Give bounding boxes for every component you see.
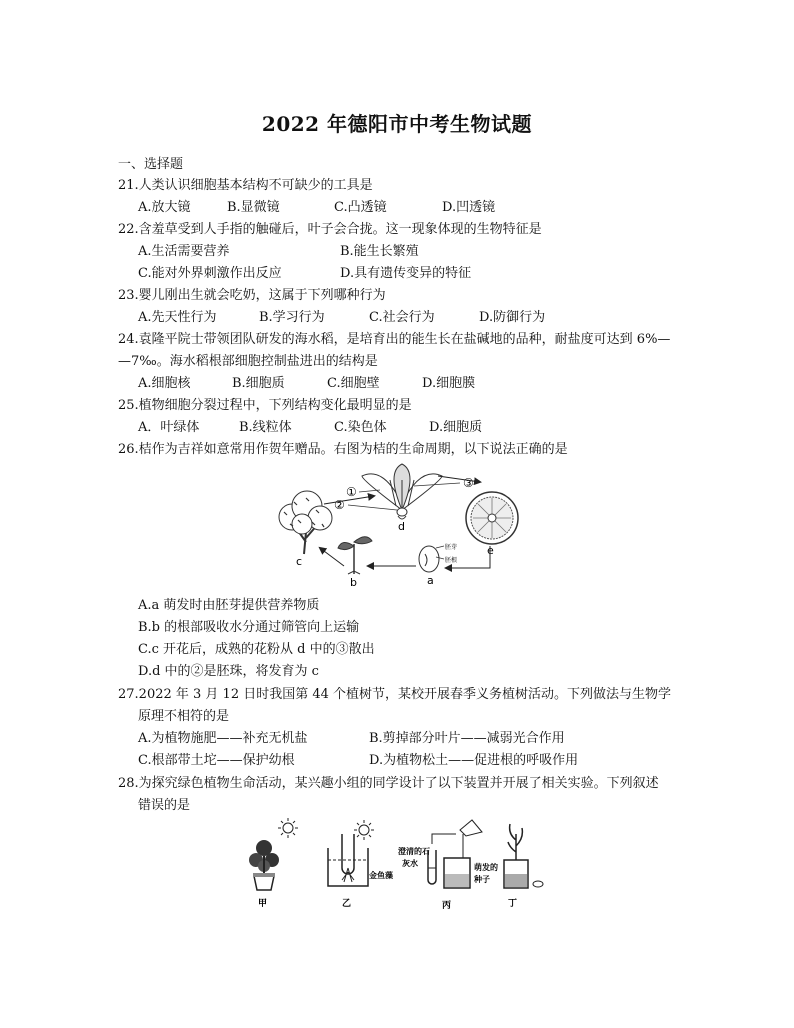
experiment-apparatus-figure — [242, 816, 548, 916]
q27-option-c: C.根部带土坨——保护幼根 — [138, 753, 295, 768]
label-pei-gen: 胚根 — [445, 557, 458, 564]
beaker-illustration — [328, 834, 368, 886]
label-c: c — [296, 555, 303, 568]
question-28-stem-line2: 错误的是 — [138, 798, 191, 813]
q25-option-c: C.染色体 — [334, 420, 387, 435]
orange-life-cycle-figure — [262, 462, 542, 592]
question-24-stem-line1: 24.袁隆平院士带领团队研发的海水稻，是培育出的能生长在盐碱地的品种，耐盐度可达到 6%— — [118, 332, 671, 347]
question-27-stem-line1: 27.2022 年 3 月 12 日时我国第 44 个植树节，某校开展春季义务植树活动。下列做法与生物学 — [118, 687, 672, 702]
question-28-stem-line1: 28.为探究绿色植物生命活动，某兴趣小组的同学设计了以下装置并开展了相关实验。下列叙述 — [118, 776, 659, 791]
label-pei-ya: 胚芽 — [445, 544, 458, 551]
q26-option-a: A.a 萌发时由胚芽提供营养物质 — [138, 598, 320, 613]
label-jia: 甲 — [258, 899, 268, 909]
q23-option-d: D.防御行为 — [479, 310, 546, 325]
question-25-stem: 25.植物细胞分裂过程中，下列结构变化最明显的是 — [118, 398, 412, 413]
q22-option-a: A.生活需要营养 — [138, 244, 230, 259]
page-title: 2022 年德阳市中考生物试题 — [261, 112, 533, 136]
label-jin-yu-zao: 金鱼藻 — [369, 871, 393, 880]
potted-plant-illustration — [249, 840, 279, 890]
q21-option-d: D.凹透镜 — [442, 200, 496, 215]
q24-option-a: A.细胞核 — [138, 376, 191, 391]
fruit-cross-section — [466, 492, 518, 544]
q23-option-b: B.学习行为 — [259, 310, 325, 325]
label-yi: 乙 — [342, 899, 352, 909]
label-ding: 丁 — [508, 899, 518, 909]
question-27-stem-line2: 原理不相符的是 — [138, 709, 230, 724]
q21-option-b: B.显微镜 — [227, 200, 280, 215]
q22-option-b: B.能生长繁殖 — [340, 244, 419, 259]
q25-option-b: B.线粒体 — [239, 420, 292, 435]
label-circled-1: ① — [346, 485, 357, 499]
question-21-stem: 21.人类认识细胞基本结构不可缺少的工具是 — [118, 178, 373, 193]
flower-illustration — [362, 464, 442, 519]
label-circled-2: ② — [334, 498, 345, 512]
q23-option-a: A.先天性行为 — [138, 310, 217, 325]
label-cheng-qing-1: 澄清的石 — [398, 847, 430, 856]
q25-option-d: D.细胞质 — [429, 420, 483, 435]
question-24-stem-line2: —7‰。海水稻根部细胞控制盐进出的结构是 — [118, 354, 378, 369]
q27-option-a: A.为植物施肥——补充无机盐 — [138, 731, 308, 746]
q24-option-b: B.细胞质 — [232, 376, 285, 391]
tree-illustration — [279, 491, 332, 554]
q26-option-c: C.c 开花后，成熟的花粉从 d 中的③散出 — [138, 642, 375, 657]
q27-option-b: B.剪掉部分叶片——减弱光合作用 — [369, 731, 565, 746]
label-bing: 丙 — [442, 901, 452, 911]
label-a: a — [427, 574, 434, 587]
sun-icon-2 — [354, 820, 374, 840]
question-23-stem: 23.婴儿刚出生就会吃奶，这属于下列哪种行为 — [118, 288, 386, 303]
seed-illustration — [419, 546, 439, 572]
q25-option-a: A．叶绿体 — [138, 420, 200, 435]
q21-option-c: C.凸透镜 — [334, 200, 387, 215]
label-d: d — [398, 520, 405, 533]
label-meng-fa-2: 种子 — [474, 875, 490, 884]
seedling-illustration — [338, 537, 372, 574]
label-cheng-qing-2: 灰水 — [402, 859, 418, 868]
sun-icon — [278, 818, 298, 838]
q24-option-c: C.细胞壁 — [327, 376, 380, 391]
label-circled-3: ③ — [463, 476, 474, 490]
label-b: b — [350, 576, 357, 589]
q24-option-d: D.细胞膜 — [422, 376, 476, 391]
jar-plant-illustration — [504, 824, 543, 888]
q22-option-c: C.能对外界刺激作出反应 — [138, 266, 282, 281]
section-heading: 一、选择题 — [118, 157, 184, 172]
label-meng-fa-1: 萌发的 — [474, 863, 498, 872]
q27-option-d: D.为植物松土——促进根的呼吸作用 — [369, 753, 579, 768]
q22-option-d: D.具有遗传变异的特征 — [340, 266, 472, 281]
q23-option-c: C.社会行为 — [369, 310, 435, 325]
question-22-stem: 22.含羞草受到人手指的触碰后，叶子会合拢。这一现象体现的生物特征是 — [118, 222, 542, 237]
q26-option-b: B.b 的根部吸收水分通过筛管向上运输 — [138, 620, 360, 635]
q26-option-d: D.d 中的②是胚珠，将发育为 c — [138, 664, 319, 679]
label-e: e — [487, 544, 494, 557]
question-26-stem: 26.桔作为吉祥如意常用作贺年赠品。右图为桔的生命周期，以下说法正确的是 — [118, 442, 568, 457]
q21-option-a: A.放大镜 — [138, 200, 191, 215]
